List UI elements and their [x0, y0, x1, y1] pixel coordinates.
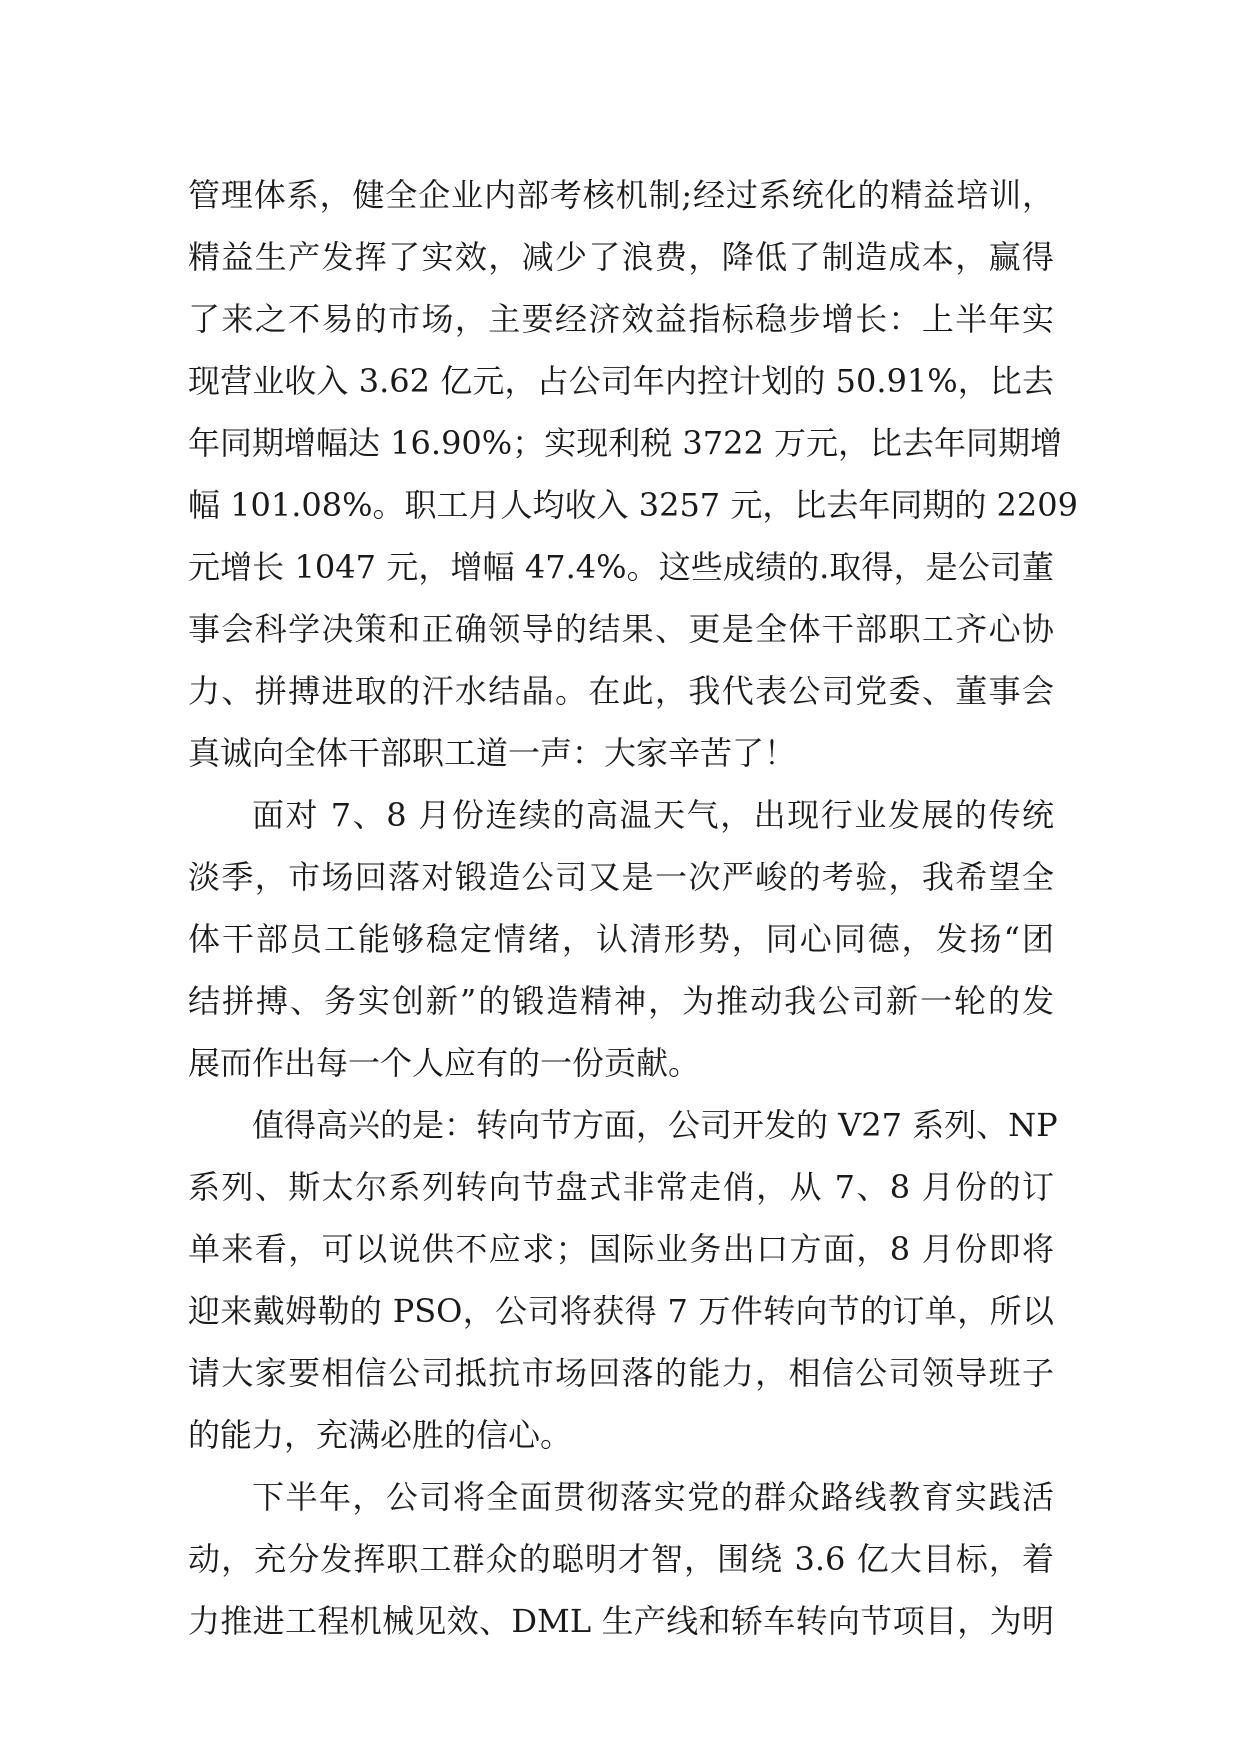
text-line: 结拼搏、务实创新”的锻造精神，为推动我公司新一轮的发: [188, 982, 1054, 1020]
text-line: 请大家要相信公司抵抗市场回落的能力，相信公司领导班子: [188, 1354, 1054, 1392]
paragraph-first-line: 值得高兴的是：转向节方面，公司开发的 V27 系列、NP: [252, 1106, 1058, 1144]
text-line: 现营业收入 3.62 亿元，占公司年内控计划的 50.91%，比去: [188, 362, 1054, 400]
text-line: 淡季，市场回落对锻造公司又是一次严峻的考验，我希望全: [188, 858, 1054, 896]
paragraph-first-line: 面对 7、8 月份连续的高温天气，出现行业发展的传统: [252, 796, 1054, 834]
text-line: 幅 101.08%。职工月人均收入 3257 元，比去年同期的 2209: [188, 486, 1078, 524]
text-line: 了来之不易的市场，主要经济效益指标稳步增长：上半年实: [188, 300, 1054, 338]
text-line: 真诚向全体干部职工道一声：大家辛苦了！: [188, 734, 797, 772]
text-line: 系列、斯太尔系列转向节盘式非常走俏，从 7、8 月份的订: [188, 1168, 1054, 1206]
text-line: 动，充分发挥职工群众的聪明才智，围绕 3.6 亿大目标，着: [188, 1540, 1054, 1578]
text-line: 力、拼搏进取的汗水结晶。在此，我代表公司党委、董事会: [188, 672, 1054, 710]
text-line: 展而作出每一个人应有的一份贡献。: [188, 1044, 701, 1082]
text-line: 力推进工程机械见效、DML 生产线和轿车转向节项目，为明: [188, 1602, 1054, 1640]
text-line: 精益生产发挥了实效，减少了浪费，降低了制造成本，赢得: [188, 238, 1054, 276]
text-line: 年同期增幅达 16.90%；实现利税 3722 万元，比去年同期增: [188, 424, 1062, 462]
body-text: [188, 164, 1078, 1652]
text-line: 单来看，可以说供不应求；国际业务出口方面，8 月份即将: [188, 1230, 1054, 1268]
text-line: 迎来戴姆勒的 PSO，公司将获得 7 万件转向节的订单，所以: [188, 1292, 1054, 1330]
text-line: 体干部员工能够稳定情绪，认清形势，同心同德，发扬“团: [188, 920, 1054, 958]
text-line: 的能力，充满必胜的信心。: [188, 1416, 573, 1454]
paragraph-first-line: 下半年，公司将全面贯彻落实党的群众路线教育实践活: [252, 1478, 1054, 1516]
text-line: 元增长 1047 元，增幅 47.4%。这些成绩的.取得，是公司董: [188, 548, 1054, 586]
text-line: 管理体系，健全企业内部考核机制;经过系统化的精益培训，: [188, 176, 1054, 214]
text-line: 事会科学决策和正确领导的结果、更是全体干部职工齐心协: [188, 610, 1054, 648]
